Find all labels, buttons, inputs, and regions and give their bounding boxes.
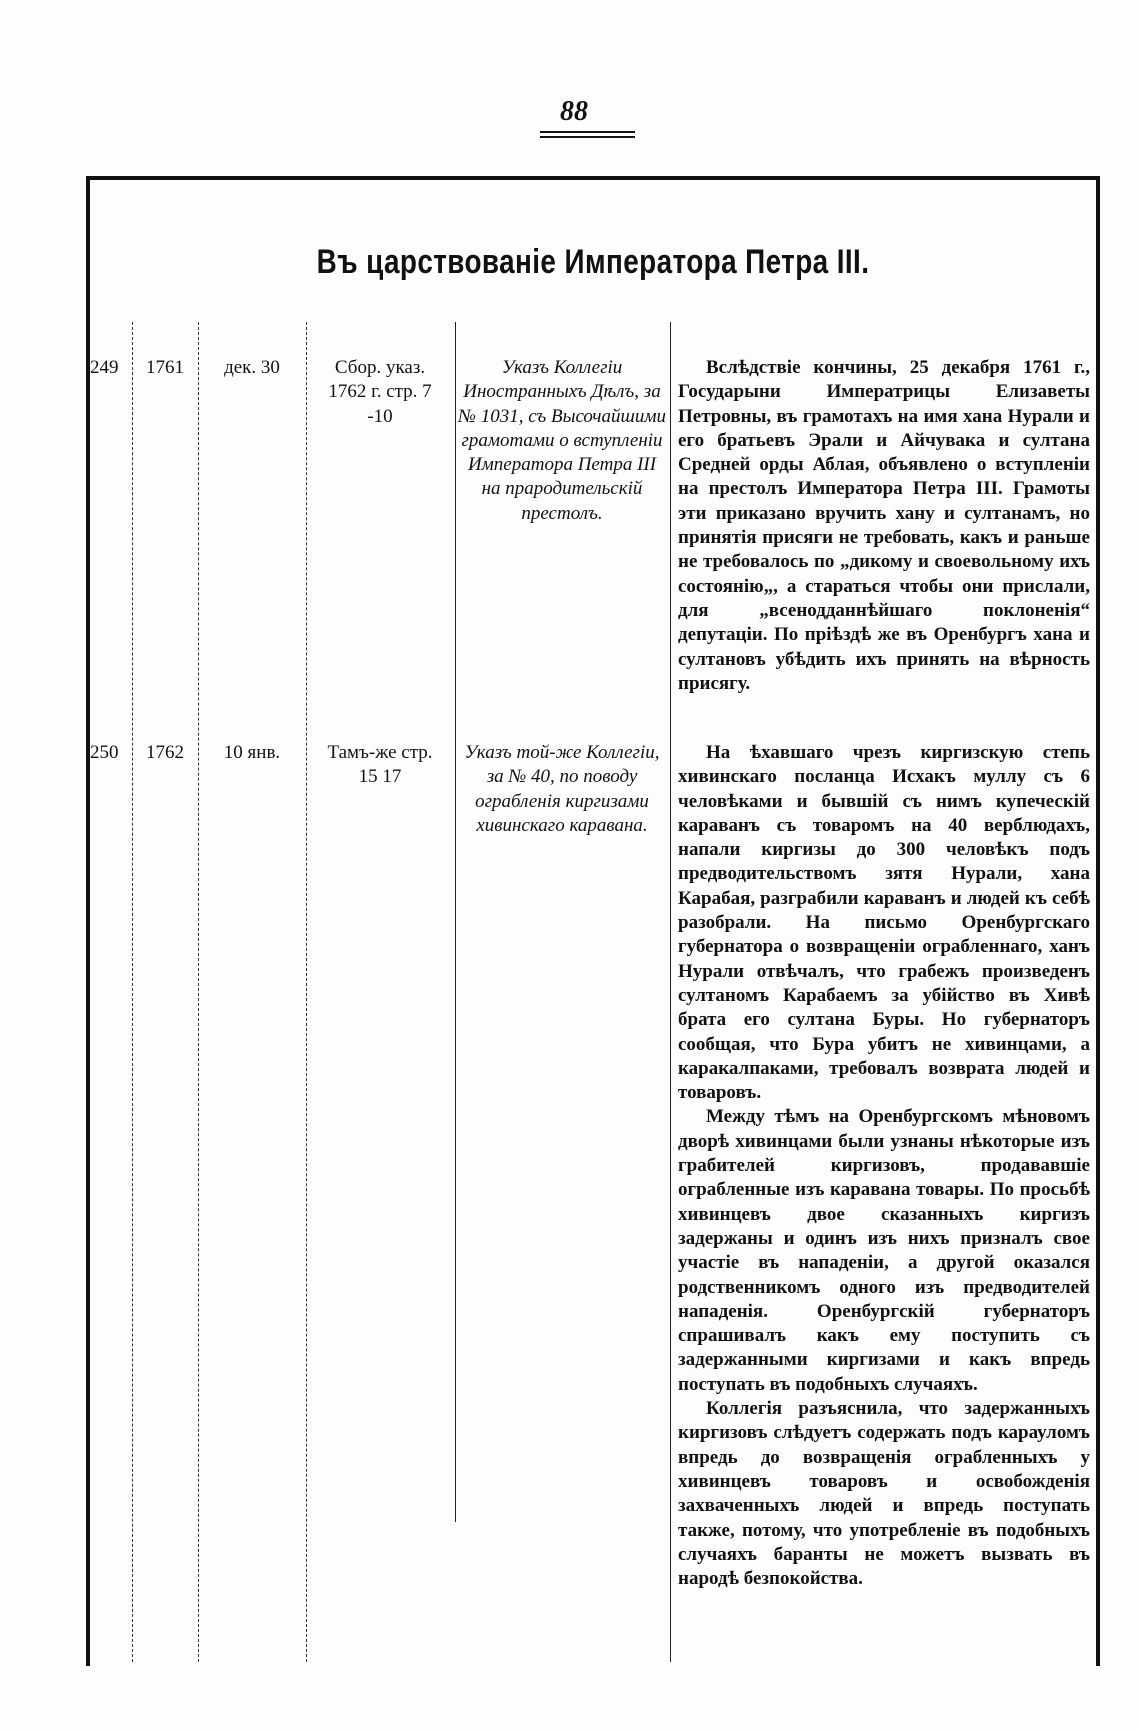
column-divider (670, 322, 671, 1662)
entry-source: Сбор. указ. 1762 г. стр. 7 -10 (328, 357, 432, 427)
table-frame-right (1096, 176, 1100, 1666)
table-frame-left (86, 176, 90, 1666)
summary-paragraph: На ѣхавшаго чрезъ киргизскую степь хивинскаго посланца Исхакъ муллу съ 6 человѣками и бывшій съ нимъ купеческій караванъ съ товаромъ на 40 верблюдахъ, напали киргизы до 300 человѣкъ подъ предводительствомъ зятя Нурали, хана Карабая, разграбили караванъ и людей къ себѣ разобрали. На письмо Оренбургскаго губернатора о возвращеніи ограбленнаго, ханъ Нурали отвѣчалъ, что грабежъ произведенъ султаномъ Карабаемъ за убійство въ Хивѣ брата его султана Буры. Но губернаторъ сообщая, что Бура убитъ не хивинцами, а каракалпаками, требовалъ возврата людей и товаровъ. (678, 742, 1090, 1104)
entry-summary (678, 356, 1090, 696)
summary-paragraph: Между тѣмъ на Оренбургскомъ мѣновомъ дворѣ хивинцами были узнаны нѣкоторые изъ грабителей киргизовъ, продававшіе ограбленные изъ каравана товары. По просьбѣ хивинцевъ двое сказанныхъ киргизъ задержаны и одинъ изъ нихъ призналъ свое участіе въ нападеніи, а другой оказался родственникомъ одного изъ предводителей нападенія. Оренбургскій губернаторъ спрашивалъ какъ ему поступить съ задержанными киргизами и какъ впредь поступать въ подобныхъ случаяхъ. (678, 1106, 1090, 1395)
page-number-underline (540, 136, 635, 138)
column-divider (306, 322, 308, 1662)
entry-year: 1762 (146, 742, 184, 763)
summary-paragraph: Вслѣдствіе кончины, 25 декабря 1761 г., Государыни Императрицы Елизаветы Петровны, въ грамотахъ на имя хана Нурали и его братьевъ Эрали и Айчувака и султана Средней орды Аблая, объявлено о вступленіи на престолъ Императора Петра III. Грамоты эти приказано вручить хану и султанамъ, но принятія присяги не требовать, какъ и раньше не требовалось по „дикому и своевольному ихъ состоянію„, а стараться чтобы они прислали, для „всенодданнѣйшаго поклоненія“ депутаціи. По пріѣздѣ же въ Оренбургъ хана и султановъ убѣдить ихъ принять на вѣрность присягу. (678, 357, 1090, 694)
entry-number: 249 (90, 357, 119, 378)
entry-number: 250 (90, 742, 119, 763)
table-top-rule (86, 176, 1098, 180)
page-number-underline (540, 131, 635, 133)
page-number: 88 (560, 96, 588, 127)
column-divider (455, 322, 456, 1522)
summary-paragraph: Коллегія разъяснила, что задержанныхъ киргизовъ слѣдуетъ содержать подъ карауломъ впредь до возвращенія ограбленныхъ у хивинцевъ товаровъ и освобожденія захваченныхъ людей и впредь поступать также, потому, что употребленіе въ подобныхъ случаяхъ баранты не можетъ вызвать въ народѣ безпокойства. (678, 1398, 1090, 1590)
entry-document: Указъ Коллегіи Иностранныхъ Дѣлъ, за № 1031, съ Высочайшими грамотами о вступленіи Императора Петра III на прародительскій престолъ. (458, 357, 666, 524)
section-heading: Въ царствованіе Императора Петра III. (316, 243, 870, 281)
column-divider (198, 322, 200, 1662)
entry-summary (678, 741, 1090, 1591)
column-divider (132, 322, 134, 1662)
entry-source: Тамъ-же стр. 15 17 (327, 742, 433, 788)
entry-date: 10 янв. (223, 742, 281, 763)
entry-date: дек. 30 (224, 357, 280, 378)
entry-document: Указъ той-же Коллегіи, за № 40, по поводу ограбленія киргизами хивинскаго каравана. (464, 742, 660, 836)
entry-year: 1761 (146, 357, 184, 378)
